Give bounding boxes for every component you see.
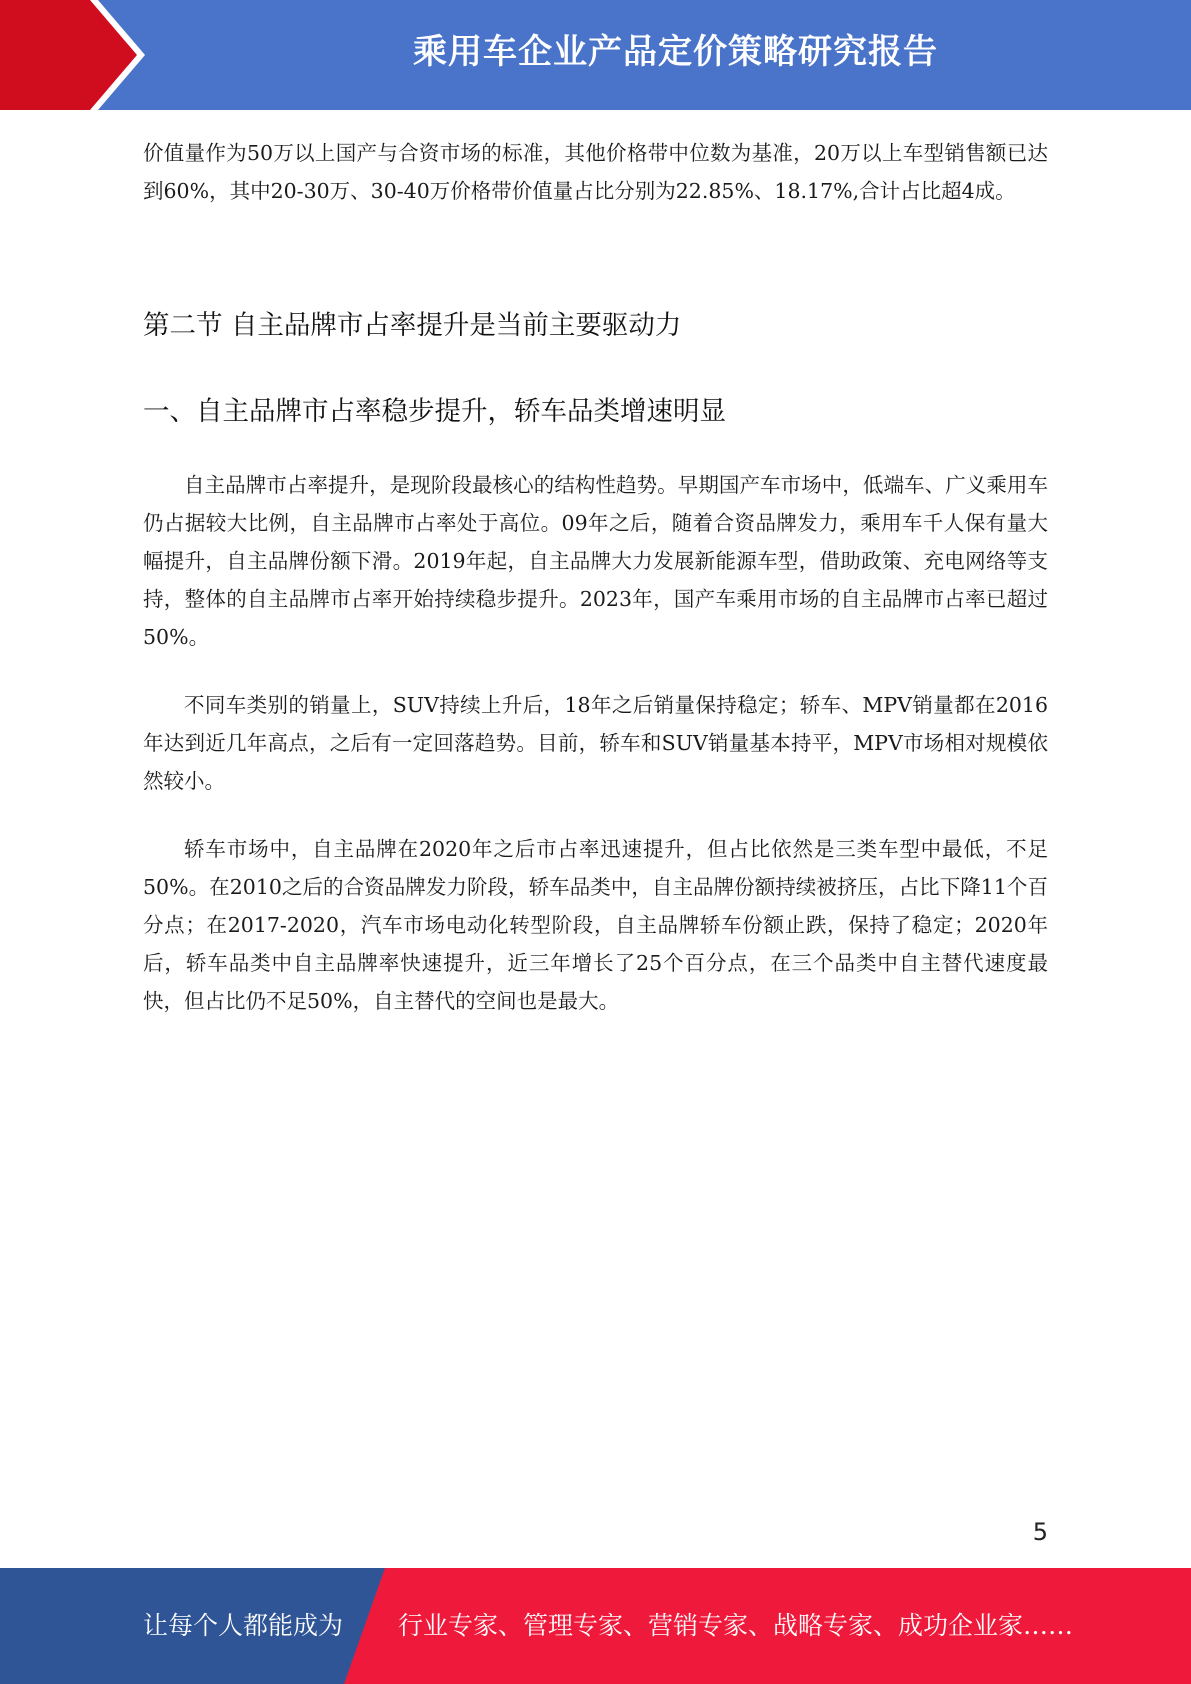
page-header: [0, 0, 1191, 110]
body-paragraph: 自主品牌市占率提升，是现阶段最核心的结构性趋势。早期国产车市场中，低端车、广义乘用车仍占据较大比例，自主品牌市占率处于高位。09年之后，随着合资品牌发力，乘用车千人保有量大幅提升，自主品牌份额下滑。2019年起，自主品牌大力发展新能源车型，借助政策、充电网络等支持，整体的自主品牌市占率开始持续稳步提升。2023年，国产车乘用市场的自主品牌市占率已超过50%。: [143, 473, 1048, 649]
section-heading: 第二节 自主品牌市占率提升是当前主要驱动力: [143, 310, 682, 341]
page-footer: [0, 1568, 1191, 1684]
page-number: 5: [1032, 1518, 1048, 1546]
intro-paragraph: 价值量作为50万以上国产与合资市场的标准，其他价格带中位数为基准，20万以上车型销售额已达到60%，其中20-30万、30-40万价格带价值量占比分别为22.85%、18.17%,合计占比超4成。: [143, 141, 1048, 203]
sub-heading: 一、自主品牌市占率稳步提升，轿车品类增速明显: [143, 396, 726, 427]
footer-slogan-right: 行业专家、管理专家、营销专家、战略专家、成功企业家……: [398, 1611, 1074, 1640]
footer-slogan-left: 让每个人都能成为: [143, 1611, 344, 1640]
document-body: [143, 134, 1048, 1020]
body-paragraph: 轿车市场中，自主品牌在2020年之后市占率迅速提升，但占比依然是三类车型中最低，不足50%。在2010之后的合资品牌发力阶段，轿车品类中，自主品牌份额持续被挤压，占比下降11个百分点；在2017-2020，汽车市场电动化转型阶段，自主品牌轿车份额止跌，保持了稳定；2020年后，轿车品类中自主品牌率快速提升，近三年增长了25个百分点，在三个品类中自主替代速度最快，但占比仍不足50%，自主替代的空间也是最大。: [143, 837, 1048, 1013]
report-title: 乘用车企业产品定价策略研究报告: [413, 32, 938, 72]
body-paragraph: 不同车类别的销量上，SUV持续上升后，18年之后销量保持稳定；轿车、MPV销量都在2016年达到近几年高点，之后有一定回落趋势。目前，轿车和SUV销量基本持平，MPV市场相对规模依然较小。: [143, 693, 1048, 793]
header-chevron-decoration: [0, 0, 160, 110]
